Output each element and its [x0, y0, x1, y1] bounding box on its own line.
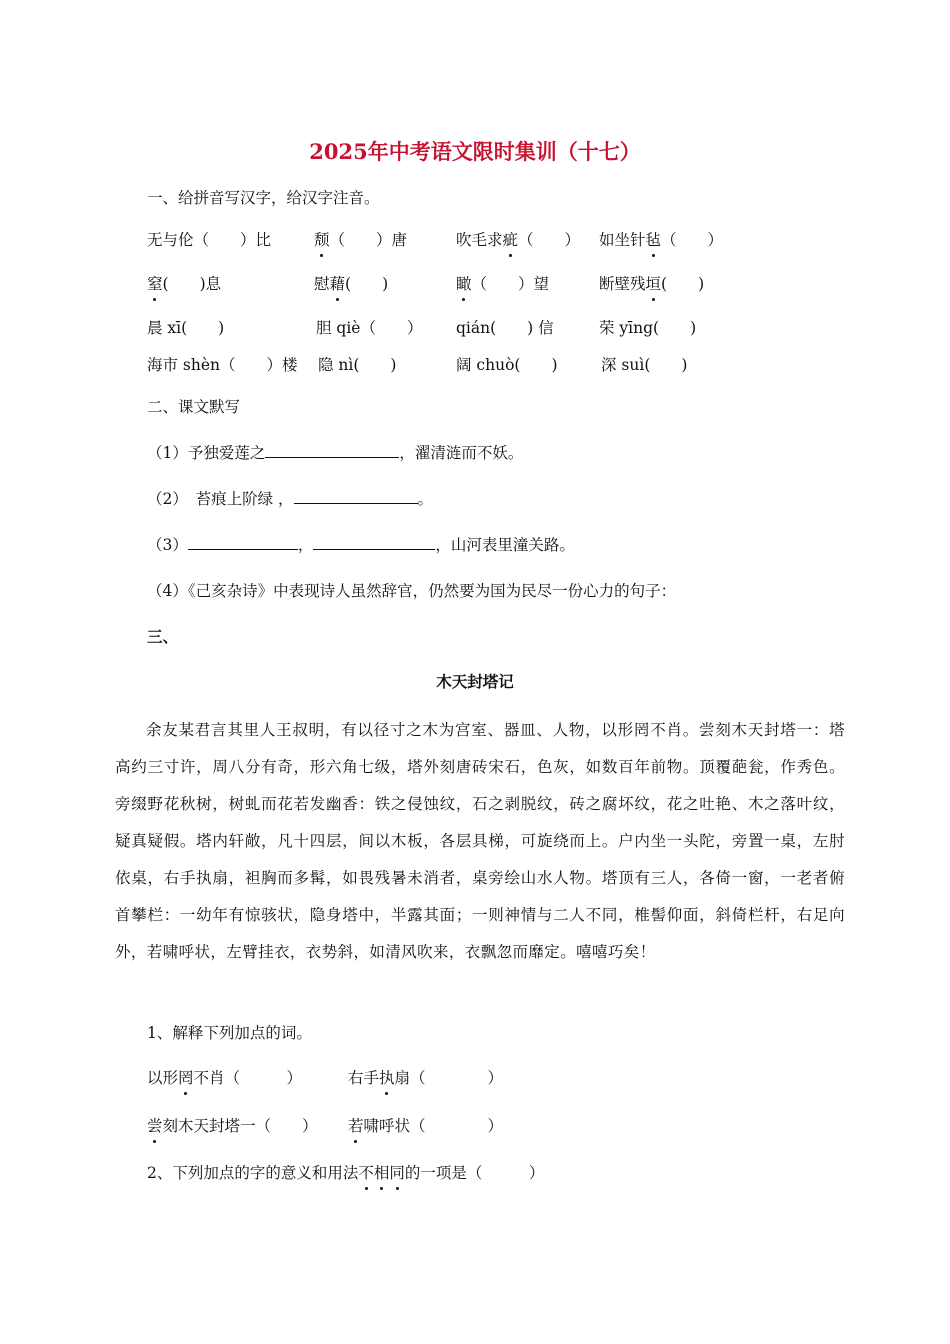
recitation-question: （2） 苔痕上阶绿 ， 。	[147, 490, 434, 508]
question-1-heading: 1、解释下列加点的词。	[147, 1024, 312, 1042]
recitation-question: （4）《己亥杂诗》中表现诗人虽然辞官，仍然要为国为民尽一份心力的句子：	[147, 582, 677, 600]
pinyin-item: 窒( )息	[147, 275, 222, 293]
pinyin-item: 如坐针毡（ ）	[599, 231, 724, 249]
pinyin-item: 晨 xī( )	[147, 319, 225, 337]
vocab-item: 尝刻木天封塔一（ ）	[147, 1117, 318, 1135]
pinyin-item: 隐 nì( )	[318, 356, 397, 374]
pinyin-item: 荣 yīng( )	[599, 319, 697, 337]
answer-blank[interactable]	[188, 534, 298, 550]
page-title: 2025年中考语文限时集训（十七）	[309, 139, 641, 164]
section1-heading: 一、给拼音写汉字，给汉字注音。	[147, 189, 380, 207]
pinyin-item: 无与伦（ ）比	[147, 231, 272, 249]
pinyin-item: 胆 qiè（ ）	[316, 319, 423, 337]
recitation-question: （1）予独爱莲之 ，濯清涟而不妖。	[147, 444, 524, 462]
pinyin-item: 瞰（ ）望	[456, 275, 550, 293]
recitation-question: （3） ， ，山河表里潼关路。	[147, 536, 575, 554]
vocab-item: 若啸呼状（ ）	[348, 1117, 504, 1135]
pinyin-item: 海市 shèn（ ）楼	[147, 356, 298, 374]
answer-blank[interactable]	[313, 534, 435, 550]
pinyin-item: 阔 chuò( )	[456, 356, 558, 374]
pinyin-item: 深 suì( )	[601, 356, 688, 374]
pinyin-item: 慰藉( )	[314, 275, 389, 293]
pinyin-item: qián( ) 信	[456, 319, 554, 337]
vocab-item: 以形罔不肖（ ）	[147, 1069, 303, 1087]
section2-heading: 二、课文默写	[147, 398, 241, 416]
pinyin-item: 颓（ ）唐	[314, 231, 408, 249]
question-2: 2、下列加点的字的意义和用法不相同的一项是（ ）	[147, 1164, 545, 1182]
pinyin-item: 吹毛求疵（ ）	[456, 231, 581, 249]
passage-text: 余友某君言其里人王叔明，有以径寸之木为宫室、器皿、人物，以形罔不肖。尝刻木天封塔一：塔高约三寸许，周八分有奇，形六角七级，塔外刻唐砖宋石，色灰，如数百年前物。顶覆葩瓮，作秀色。旁缀野花秋树，树虬而花若发幽香：铁之侵蚀纹，石之剥脱纹，砖之腐坏纹，花之吐艳、木之落叶纹，疑真疑假。塔内轩敞，凡十四层，间以木板，各层具梯，可旋绕而上。户内坐一头陀，旁置一桌，左肘依桌，右手执扇，袒胸而多髯，如畏残暑未消者，桌旁绘山水人物。塔顶有三人，各倚一窗，一老者俯首攀栏：一幼年有惊骇状，隐身塔中，半露其面；一则神情与二人不同，椎髻仰面，斜倚栏杆，右足向外，若啸呼状，左臂挂衣，衣势斜，如清风吹来，衣飘忽而靡定。嘻嘻巧矣！	[115, 721, 845, 961]
answer-blank[interactable]	[294, 488, 418, 504]
answer-blank[interactable]	[265, 442, 399, 458]
passage-title: 木天封塔记	[436, 673, 514, 691]
pinyin-item: 断壁残垣( )	[599, 275, 705, 293]
vocab-item: 右手执扇（ ）	[348, 1069, 504, 1087]
section3-heading: 三、	[147, 627, 179, 646]
